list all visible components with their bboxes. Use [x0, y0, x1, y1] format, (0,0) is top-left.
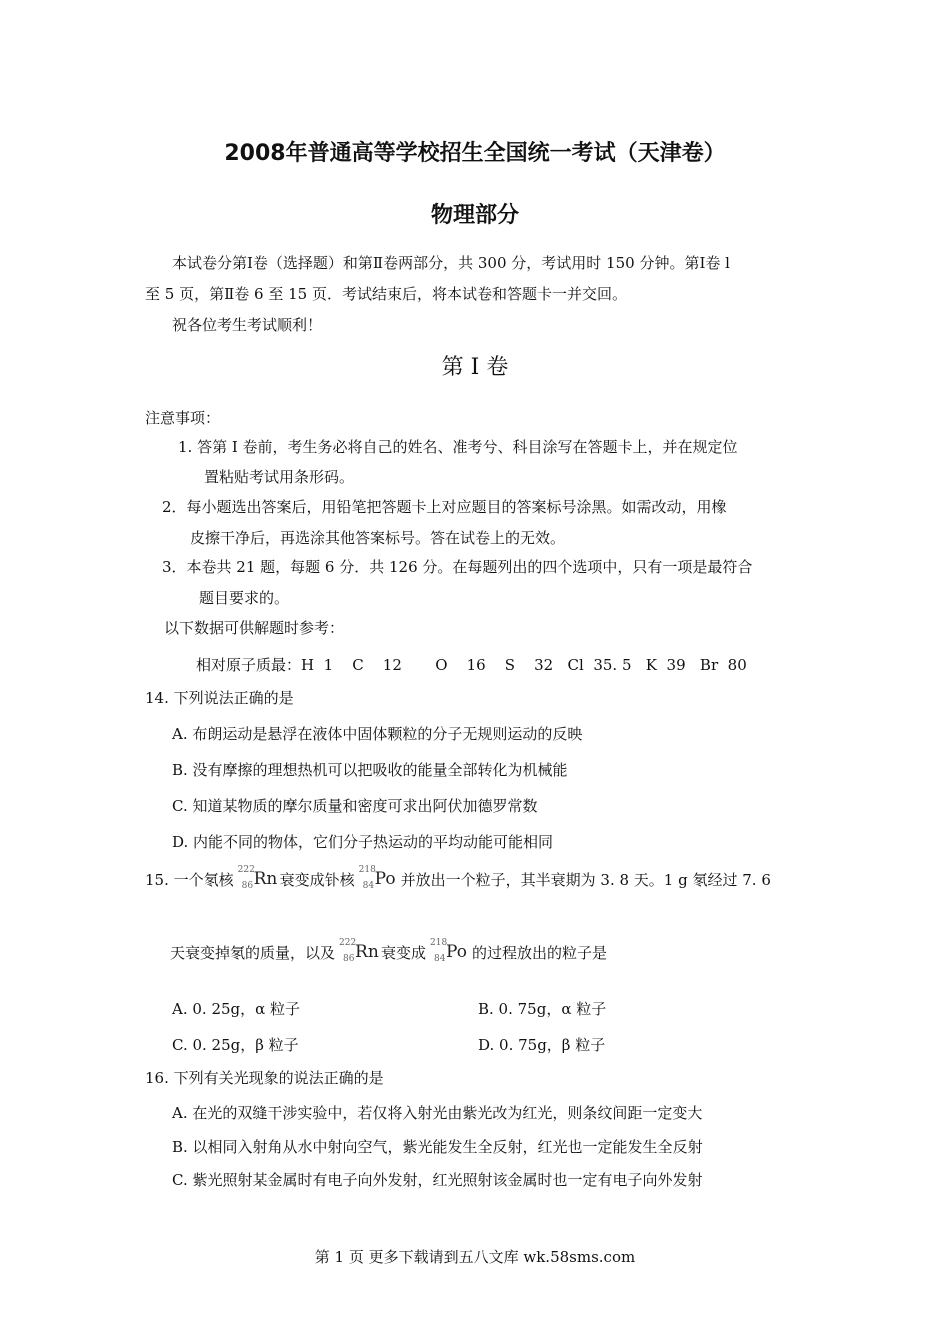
reference-heading: 以下数据可供解题时参考：: [164, 619, 345, 637]
radon-nuclide: [234, 867, 280, 893]
notes-heading: 注意事项：: [145, 409, 221, 427]
q14-option-a: A. 布朗运动是悬浮在液体中固体颗粒的分子无规则运动的反映: [172, 725, 583, 743]
intro-wish: 祝各位考生考试顺利！: [172, 316, 323, 334]
note-2-line-1: 2．每小题选出答案后，用铅笔把答题卡上对应题目的答案标号涂黑。如需改动，用橡: [162, 498, 727, 516]
q15-option-b: B. 0. 75g，α 粒子: [478, 1000, 607, 1018]
q16-option-a: A. 在光的双缝干涉实验中，若仅将入射光由紫光改为红光，则条纹间距一定变大: [172, 1104, 703, 1122]
atomic-masses: 相对原子质最：H 1 C 12 O 16 S 32 Cl 35. 5 K 39 Br 80: [196, 656, 747, 674]
page-title: 2008年普通高等学校招生全国统一考试（天津卷）: [224, 141, 726, 166]
note-1-line-2: 置粘贴考试用条形码。: [204, 468, 355, 486]
radon-symbol: Rn: [253, 869, 278, 889]
polonium-mass-number-2: 218: [430, 938, 448, 948]
volume-title: 第 I 卷: [441, 355, 509, 380]
polonium-nuclide-2: [426, 940, 472, 966]
note-3-line-1: 3．本卷共 21 题，每题 6 分．共 126 分。在每题列出的四个选项中，只有一项是最符合: [162, 558, 753, 576]
q15-option-a: A. 0. 25g，α 粒子: [172, 1000, 301, 1018]
polonium-mass-number: 218: [358, 865, 376, 875]
q15-text-3: 并放出一个粒子，其半衰期为 3. 8 天。1 g 氡经过 7. 6: [400, 871, 771, 889]
intro-line-2: 至 5 页，第Ⅱ卷 6 至 15 页．考试结束后，将本试卷和答题卡一并交回。: [145, 285, 627, 303]
radon-mass-number-2: 222: [339, 938, 357, 948]
polonium-symbol: Po: [374, 869, 396, 889]
q15-stem-line-1: [145, 867, 771, 893]
q15-text-6: 的过程放出的粒子是: [472, 944, 608, 962]
polonium-symbol-2: Po: [446, 942, 468, 962]
polonium-atomic-number-2: 84: [434, 954, 446, 964]
q15-text-4: 天衰变掉氡的质量，以及: [170, 944, 336, 962]
radon-atomic-number: 86: [241, 881, 254, 891]
q15-text-2: 衰变成钋核: [279, 871, 355, 889]
radon-symbol-2: Rn: [355, 942, 379, 962]
q15-text-1: 15. 一个氡核: [145, 871, 234, 889]
q15-option-d: D. 0. 75g，β 粒子: [478, 1036, 606, 1054]
note-2-line-2: 皮擦干净后，再选涂其他答案标号。答在试卷上的无效。: [190, 529, 566, 547]
radon-mass-number: 222: [237, 865, 255, 875]
q14-stem: 14. 下列说法正确的是: [145, 689, 294, 707]
q15-text-5: 衰变成: [381, 944, 427, 962]
q16-option-c: C. 紫光照射某金属时有电子向外发射，红光照射该金属时也一定有电子向外发射: [172, 1171, 703, 1189]
q16-stem: 16. 下列有关光现象的说法正确的是: [145, 1069, 384, 1087]
polonium-atomic-number: 84: [362, 881, 375, 891]
radon-nuclide-2: [335, 940, 381, 966]
note-1-line-1: 1. 答第 I 卷前，考生务必将自己的姓名、准考兮、科目涂写在答题卡上，并在规定位: [178, 438, 738, 456]
radon-atomic-number-2: 86: [343, 954, 355, 964]
polonium-nuclide: [355, 867, 401, 893]
q14-option-b: B. 没有摩擦的理想热机可以把吸收的能量全部转化为机械能: [172, 761, 568, 779]
q15-option-c: C. 0. 25g，β 粒子: [172, 1036, 299, 1054]
page-footer: 第 1 页 更多下载请到五八文库 wk.58sms.com: [314, 1248, 636, 1266]
q14-option-d: D. 内能不同的物体，它们分子热运动的平均动能可能相同: [172, 833, 554, 851]
q16-option-b: B. 以相同入射角从水中射向空气，紫光能发生全反射，红光也一定能发生全反射: [172, 1138, 703, 1156]
note-3-line-2: 题目要求的。: [199, 589, 290, 607]
q15-stem-line-2: [170, 940, 607, 966]
page-subtitle: 物理部分: [430, 203, 519, 228]
intro-line-1: 本试卷分第Ⅰ卷（选择题）和第Ⅱ卷两部分，共 300 分，考试用时 150 分钟。第Ⅰ卷 l: [172, 254, 730, 272]
q14-option-c: C. 知道某物质的摩尔质量和密度可求出阿伏加德罗常数: [172, 797, 538, 815]
